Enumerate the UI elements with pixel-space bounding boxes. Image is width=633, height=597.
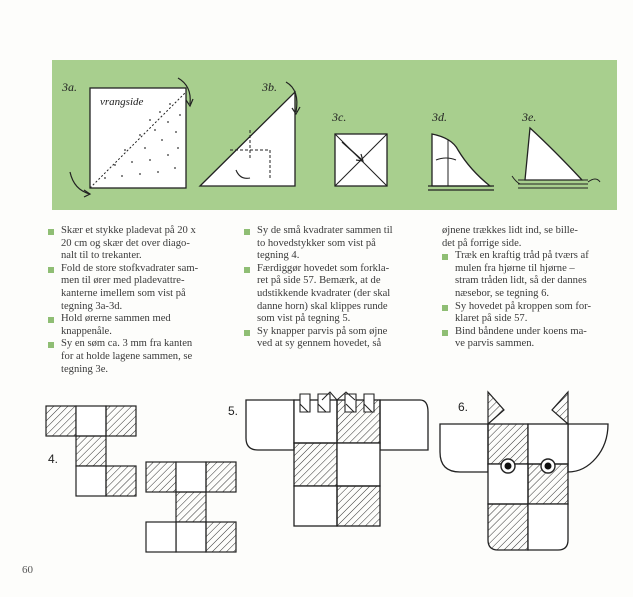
instruction-line: Færdiggør hovedet som forkla- <box>257 262 390 274</box>
instruction-line: ve parvis sammen. <box>455 338 535 350</box>
instruction-line: Sy de små kvadrater sammen til <box>257 225 393 236</box>
instruction-line: Sy hovedet på kroppen som for- <box>455 300 592 312</box>
instruction-line: ret på side 57. Bemærk, at de <box>257 275 381 287</box>
instruction-line: øjnene trækkes lidt ind, se bille- <box>442 225 578 236</box>
instruction-line: for at holde lagene sammen, se <box>61 350 193 362</box>
instruction-line: som vist på tegning 5. <box>257 313 351 325</box>
step-label-3b: 3b. <box>262 80 277 94</box>
instruction-line: Sy knapper parvis på som øjne <box>257 325 388 337</box>
instruction-line: tegning 4. <box>257 250 300 262</box>
instruction-line: Fold de store stofkvadrater sam- <box>61 262 199 274</box>
figure-6-label: 6. <box>458 400 469 414</box>
instruction-line: 20 cm og skær det over diago- <box>61 237 190 249</box>
instruction-line: Skær et stykke pladevat på 20 x <box>61 225 196 236</box>
instruction-line: Sy en søm ca. 3 mm fra kanten <box>61 338 193 350</box>
step-label-3a: 3a. <box>62 80 77 94</box>
instruction-line: mulen fra hjørne til hjørne – <box>455 262 575 274</box>
instruction-line: kanterne imellem som vist på <box>61 287 186 299</box>
step-label-3e: 3e. <box>522 110 537 124</box>
instruction-line: danne horn) skal klippes runde <box>257 300 388 312</box>
figure-4-label: 4. <box>48 452 59 466</box>
figure-5-label: 5. <box>228 404 239 418</box>
instruction-line: det på forrige side. <box>442 237 522 249</box>
step-3a-inner-text: vrangside <box>100 96 144 108</box>
instruction-line: Hold ørerne sammen med <box>61 313 171 325</box>
instruction-line: ved at sy gennem hovedet, så <box>257 338 382 350</box>
instruction-line: knappenåle. <box>61 325 112 337</box>
instruction-line: to hovedstykker som vist på <box>257 237 376 249</box>
instruction-line: Bind båndene under koens ma- <box>455 325 587 337</box>
instruction-line: udstikkende kvadrater (der skal <box>257 287 391 299</box>
instruction-line: klaret på side 57. <box>455 313 528 325</box>
step-label-3d: 3d. <box>432 110 447 124</box>
instruction-line: Træk en kraftig tråd på tværs af <box>455 250 589 262</box>
page-number: 60 <box>22 564 33 576</box>
instruction-line: nalt til to trekanter. <box>61 250 142 262</box>
instruction-line: næsebor, se tegning 6. <box>455 287 550 299</box>
instruction-line: tegning 3e. <box>61 363 109 375</box>
instruction-line: stram tråden lidt, så der dannes <box>455 275 587 287</box>
instruction-line: men til ører med pladevattre- <box>61 275 185 287</box>
instruction-line: tegning 3a-3d. <box>61 300 123 312</box>
step-label-3c: 3c. <box>332 110 347 124</box>
